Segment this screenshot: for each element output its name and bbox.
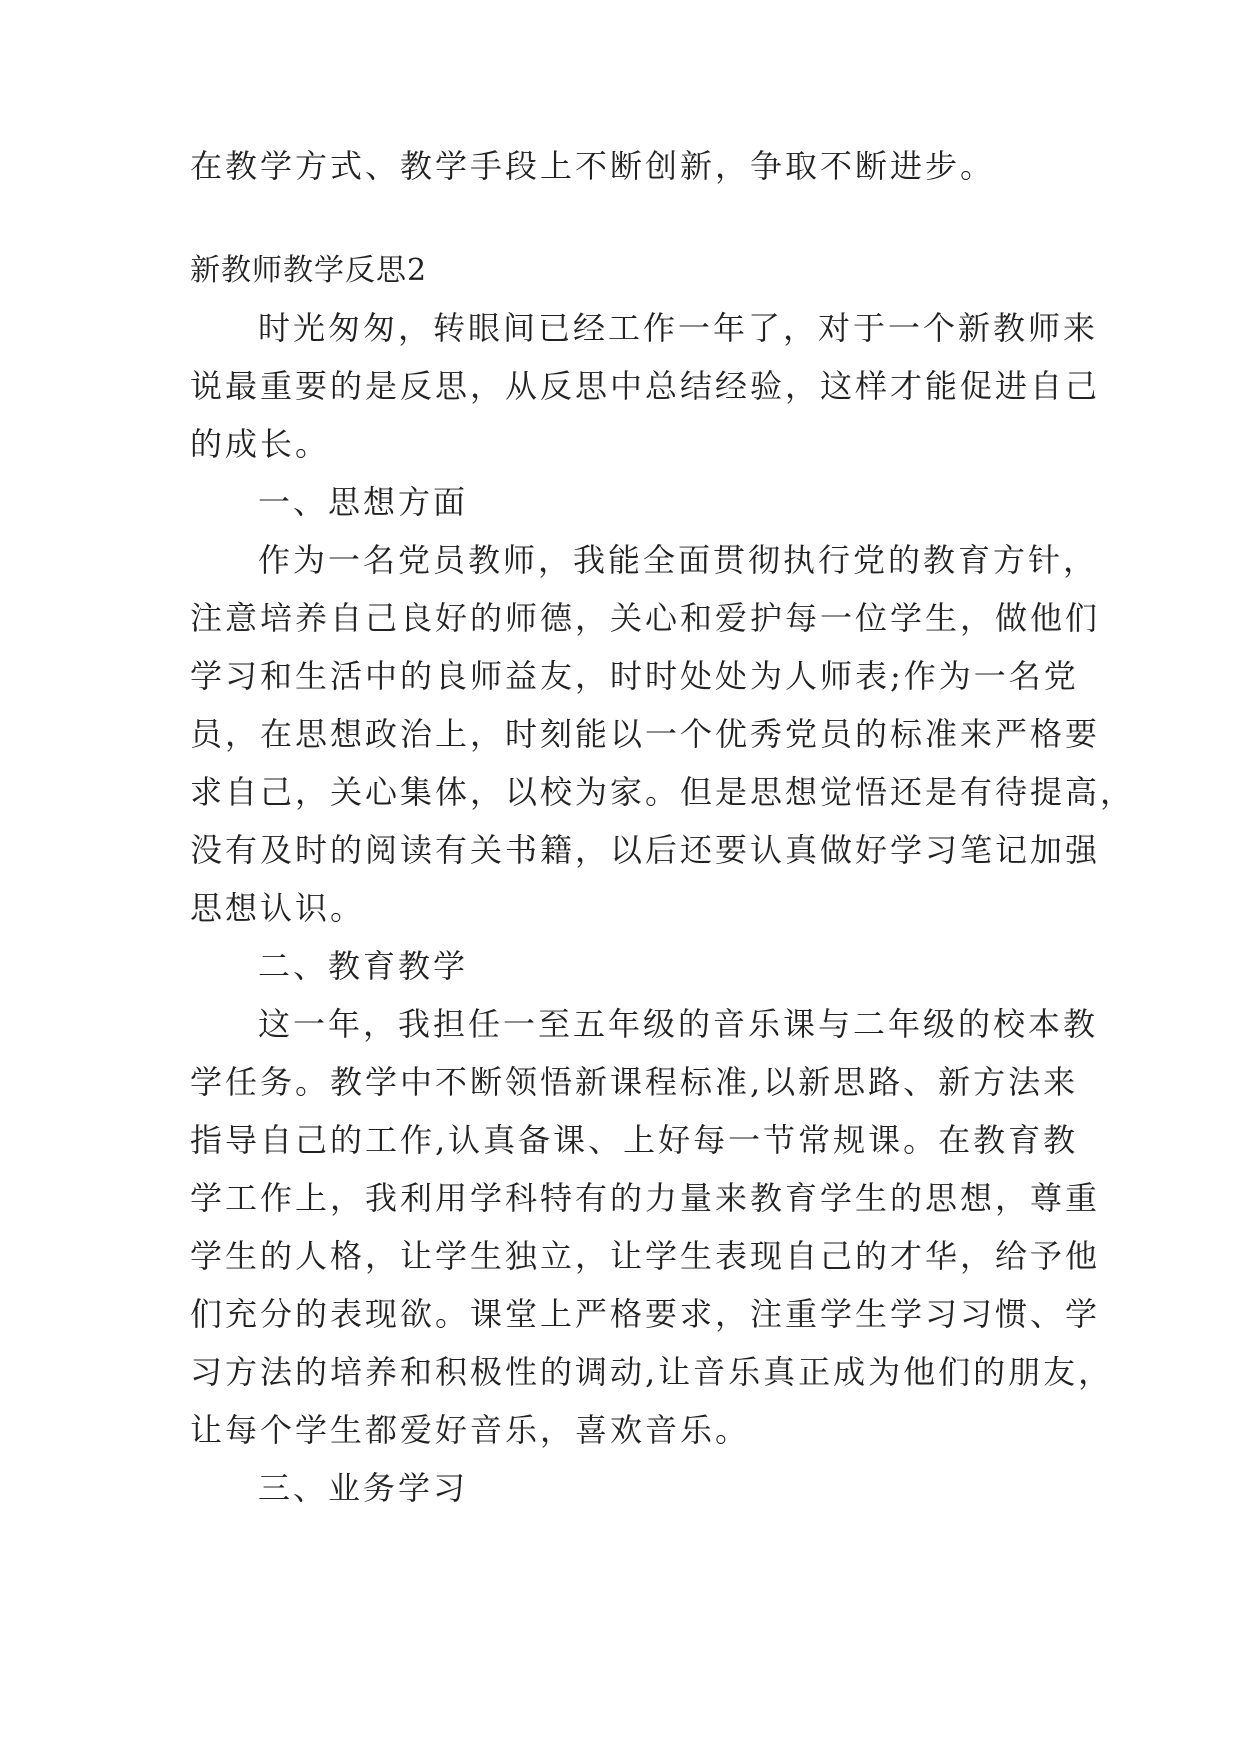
paragraph-teaching-line-1: 这一年，我担任一至五年级的音乐课与二年级的校本教 xyxy=(258,1005,1099,1043)
paragraph-ideology-line-5: 求自己，关心集体，以校为家。但是思想觉悟还是有待提高， xyxy=(190,773,1136,811)
paragraph-teaching-line-2: 学任务。教学中不断领悟新课程标准,以新思路、新方法来 xyxy=(190,1063,1079,1101)
heading-teaching: 二、教育教学 xyxy=(258,947,469,985)
heading-ideology: 一、思想方面 xyxy=(258,483,469,521)
paragraph-teaching-line-8: 让每个学生都爱好音乐，喜欢音乐。 xyxy=(190,1411,751,1449)
paragraph-ideology-line-1: 作为一名党员教师，我能全面贯彻执行党的教育方针， xyxy=(258,541,1099,579)
section-title: 新教师教学反思2 xyxy=(190,253,428,288)
paragraph-ideology-line-6: 没有及时的阅读有关书籍，以后还要认真做好学习笔记加强 xyxy=(190,831,1101,869)
paragraph-intro-line-3: 的成长。 xyxy=(190,425,331,463)
text-line-previous-section-end: 在教学方式、教学手段上不断创新，争取不断进步。 xyxy=(190,147,996,185)
paragraph-teaching-line-5: 学生的人格，让学生独立，让学生表现自己的才华，给予他 xyxy=(190,1237,1101,1275)
paragraph-ideology-line-3: 学习和生活中的良师益友，时时处处为人师表;作为一名党 xyxy=(190,657,1079,695)
paragraph-teaching-line-7: 习方法的培养和积极性的调动,让音乐真正成为他们的朋友， xyxy=(190,1353,1114,1391)
paragraph-teaching-line-6: 们充分的表现欲。课堂上严格要求，注重学生学习习惯、学 xyxy=(190,1295,1101,1333)
paragraph-intro-line-1: 时光匆匆，转眼间已经工作一年了，对于一个新教师来 xyxy=(258,309,1099,347)
paragraph-teaching-line-4: 学工作上，我利用学科特有的力量来教育学生的思想，尊重 xyxy=(190,1179,1101,1217)
paragraph-ideology-line-4: 员，在思想政治上，时刻能以一个优秀党员的标准来严格要 xyxy=(190,715,1101,753)
paragraph-ideology-line-2: 注意培养自己良好的师德，关心和爱护每一位学生，做他们 xyxy=(190,599,1101,637)
paragraph-ideology-line-7: 思想认识。 xyxy=(190,889,366,927)
paragraph-intro-line-2: 说最重要的是反思，从反思中总结经验，这样才能促进自己 xyxy=(190,367,1101,405)
paragraph-teaching-line-3: 指导自己的工作,认真备课、上好每一节常规课。在教育教 xyxy=(190,1121,1079,1159)
heading-professional-study: 三、业务学习 xyxy=(258,1469,469,1507)
